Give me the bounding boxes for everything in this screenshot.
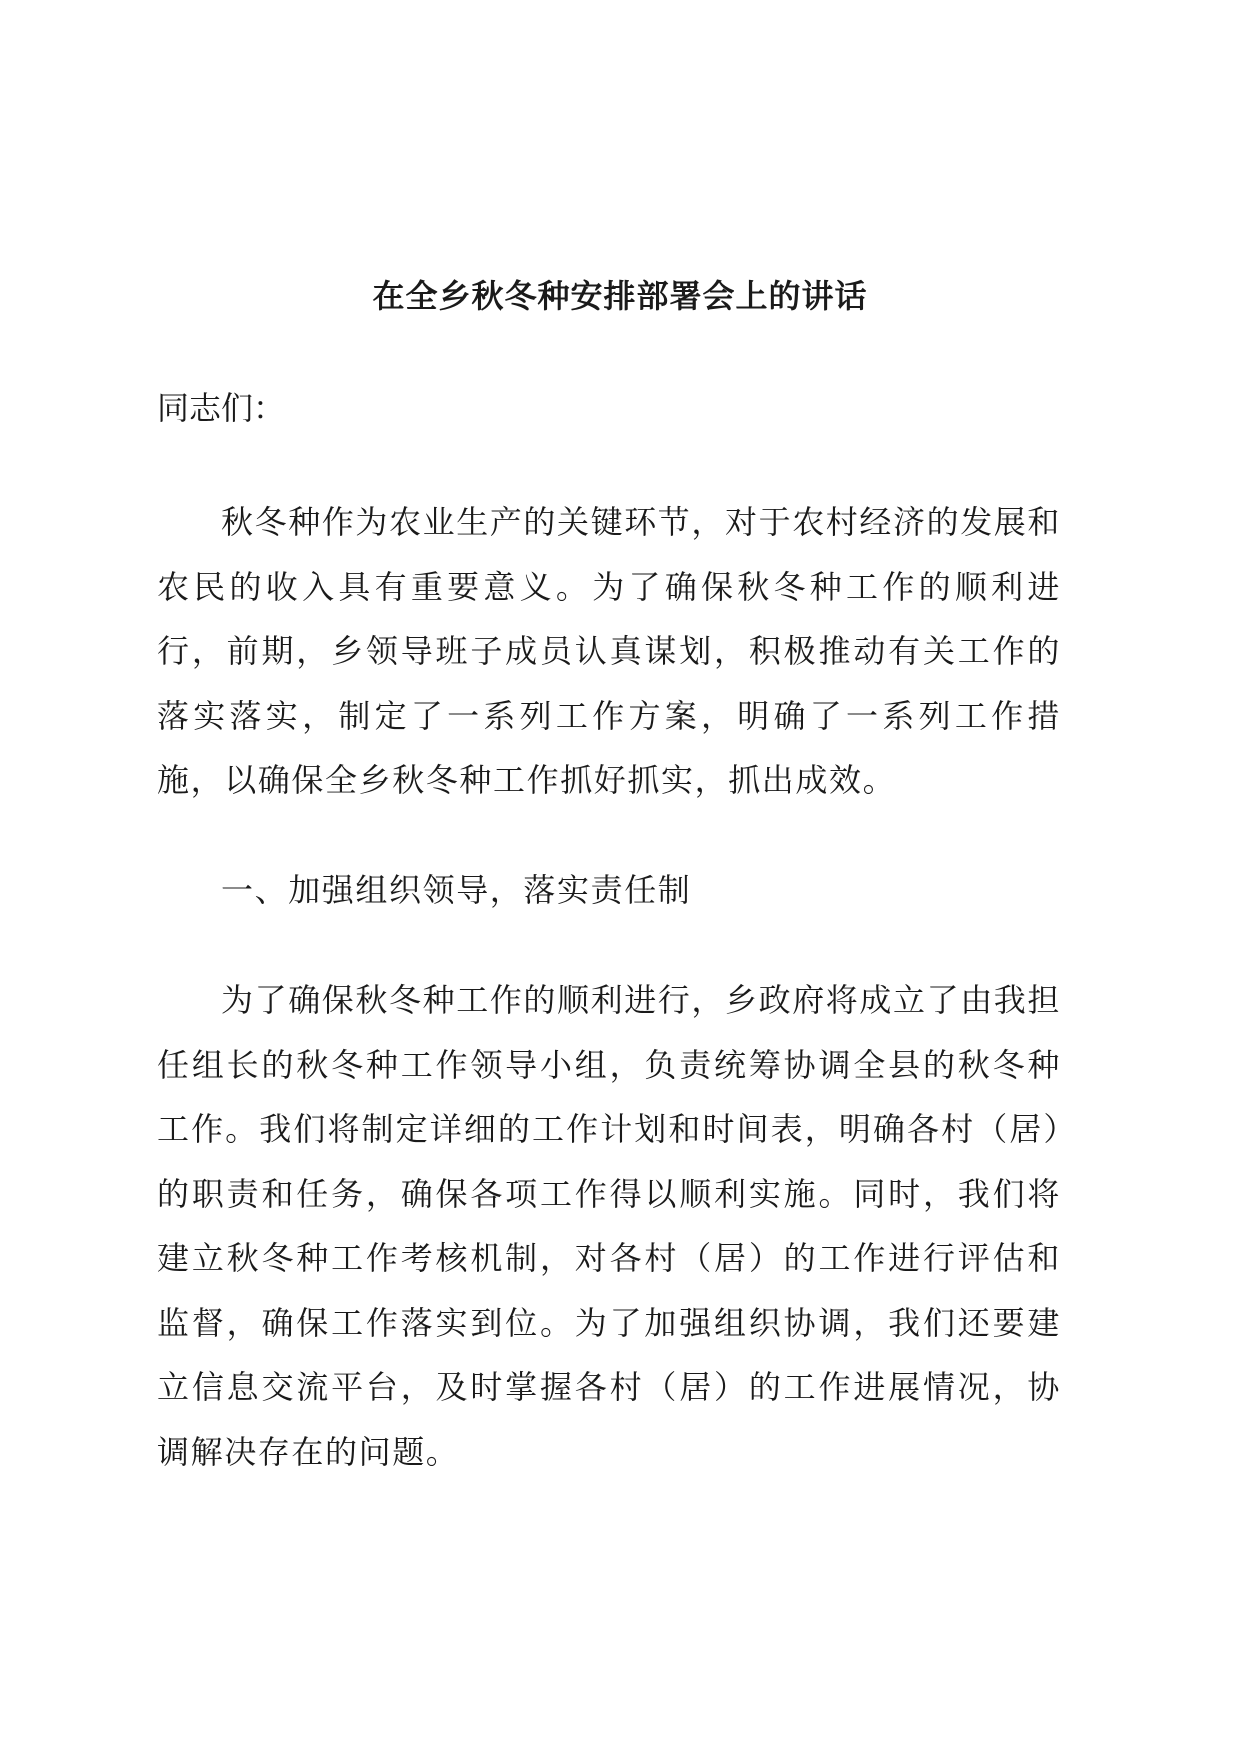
salutation: 同志们： [157, 389, 286, 427]
section-paragraph: 为了确保秋冬种工作的顺利进行，乡政府将成立了由我担任组长的秋冬种工作领导小组，负责统筹协调全县的秋冬种工作。我们将制定详细的工作计划和时间表，明确各村（居）的职责和任务，确保各项工作得以顺利实施。同时，我们将建立秋冬种工作考核机制，对各村（居）的工作进行评估和监督，确保工作落实到位。为了加强组织协调，我们还要建立信息交流平台，及时掌握各村（居）的工作进展情况，协调解决存在的问题。 [157, 981, 1062, 1471]
section-heading: 一、加强组织领导，落实责任制 [221, 871, 692, 909]
document-title: 在全乡秋冬种安排部署会上的讲话 [372, 277, 868, 315]
intro-paragraph: 秋冬种作为农业生产的关键环节，对于农村经济的发展和农民的收入具有重要意义。为了确保秋冬种工作的顺利进行，前期，乡领导班子成员认真谋划，积极推动有关工作的落实落实，制定了一系列工作方案，明确了一系列工作措施，以确保全乡秋冬种工作抓好抓实，抓出成效。 [157, 503, 1062, 799]
